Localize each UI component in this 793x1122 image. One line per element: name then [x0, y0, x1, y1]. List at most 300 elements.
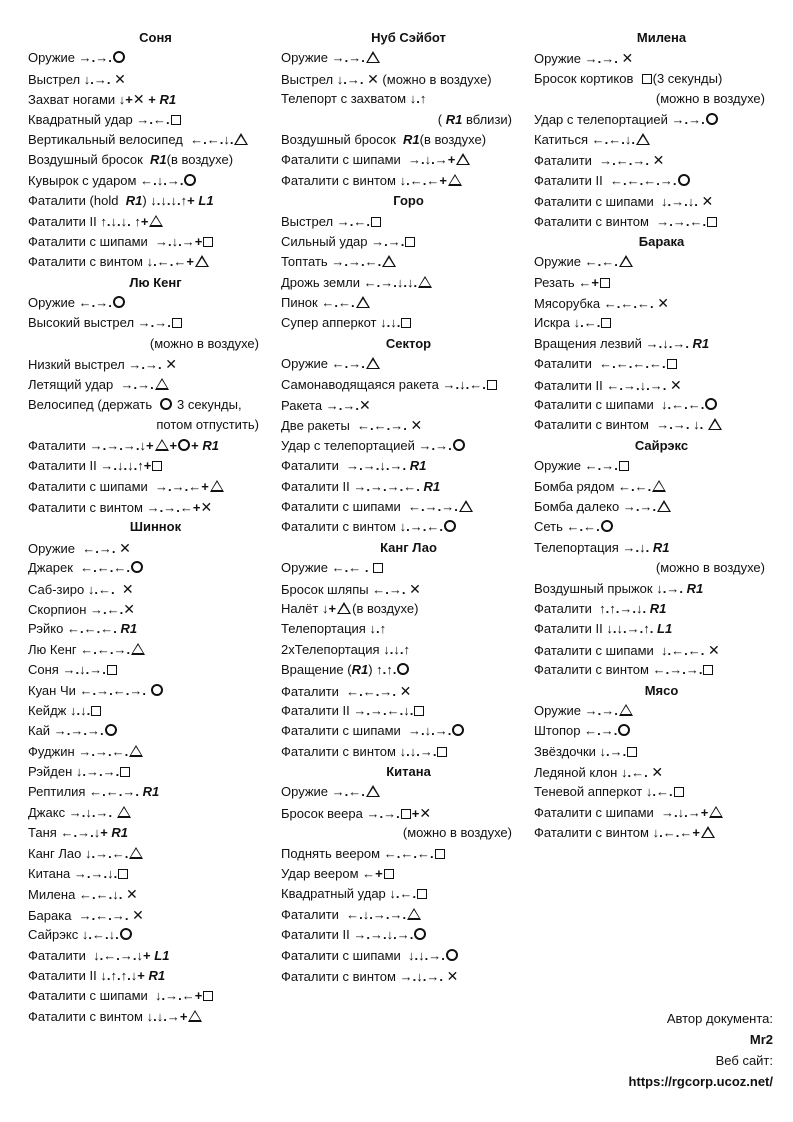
move-name: Фаталити — [28, 437, 86, 453]
triangle-button-icon — [149, 215, 163, 227]
seq-separator: . — [113, 458, 118, 474]
seq-separator: . — [375, 621, 380, 637]
arrow-right-icon: → — [342, 398, 356, 414]
seq-separator — [86, 948, 93, 963]
arrow-left-icon: ← — [78, 887, 92, 903]
arrow-right-icon: → — [418, 437, 432, 453]
move-row — [534, 823, 789, 843]
move-name: Фаталити с шипами — [28, 988, 148, 1004]
seq-separator: . — [91, 804, 96, 820]
seq-separator — [71, 908, 78, 923]
arrow-right-icon: → — [128, 357, 142, 373]
move-name: Фаталити — [281, 458, 339, 474]
move-name: Джарек — [28, 560, 73, 576]
character-section — [281, 538, 536, 762]
shoulder-button-label: R1 — [652, 539, 670, 555]
arrow-left-icon: ← — [112, 682, 126, 698]
seq-separator — [148, 234, 155, 249]
seq-separator: . — [86, 866, 91, 882]
seq-separator: . — [679, 580, 687, 596]
move-sequence — [125, 357, 177, 372]
arrow-down-icon: ↓ — [85, 804, 92, 820]
arrow-down-icon: ↓ — [606, 621, 613, 637]
arrow-down-icon: ↓ — [639, 539, 646, 555]
seq-separator: + — [411, 805, 420, 821]
arrow-right-icon: → — [645, 335, 659, 351]
arrow-down-icon: ↓ — [459, 376, 466, 392]
seq-separator: . — [110, 581, 122, 597]
arrow-right-icon: → — [98, 540, 112, 556]
seq-separator: . — [166, 193, 171, 209]
arrow-left-icon: ← — [591, 131, 605, 147]
move-sequence — [649, 825, 716, 840]
seq-separator: . — [359, 683, 363, 699]
site-link[interactable]: https://rgcorp.ucoz.net/ — [628, 1074, 773, 1089]
arrow-left-icon: ← — [383, 845, 397, 861]
move-name: Сайрэкс — [28, 927, 79, 943]
arrow-right-icon: → — [387, 233, 401, 249]
move-row — [281, 803, 536, 823]
cross-button-icon: ✕ — [125, 886, 138, 903]
triangle-button-icon — [619, 704, 633, 716]
seq-separator: . — [125, 682, 130, 698]
seq-separator: . — [90, 825, 94, 841]
move-sequence — [596, 744, 638, 759]
arrow-left-icon: ← — [321, 295, 335, 311]
arrow-right-icon: → — [119, 947, 133, 963]
seq-separator: . — [665, 662, 670, 678]
arrow-up-icon: ↑ — [110, 967, 118, 983]
arrow-right-icon: → — [370, 927, 384, 943]
column-3 — [534, 28, 789, 844]
move-sequence — [642, 784, 684, 799]
move-row — [281, 273, 536, 293]
move-sequence — [75, 744, 145, 759]
arrow-left-icon: ← — [364, 254, 378, 270]
seq-separator: . — [108, 887, 113, 903]
seq-separator: . — [126, 641, 131, 657]
arrow-right-icon: → — [687, 804, 701, 820]
arrow-left-icon: ← — [82, 540, 96, 556]
arrow-down-icon: ↓ — [170, 193, 178, 209]
seq-separator: . — [108, 804, 116, 820]
seq-separator: . — [66, 723, 71, 739]
arrow-right-icon: → — [94, 743, 108, 759]
arrow-left-icon: ← — [173, 254, 187, 270]
seq-separator: . — [83, 723, 87, 739]
arrow-down-icon: ↓ — [403, 702, 410, 718]
move-row — [534, 375, 789, 395]
arrow-down-icon: ↓ — [69, 702, 77, 718]
seq-separator: . — [406, 743, 410, 759]
character-section — [281, 191, 536, 334]
seq-separator: . — [366, 213, 370, 229]
seq-separator: . — [109, 641, 114, 657]
cross-button-icon: ✕ — [652, 152, 665, 169]
seq-separator — [401, 499, 408, 514]
arrow-left-icon: ← — [153, 111, 167, 127]
cross-button-icon: ✕ — [359, 397, 371, 414]
move-sequence — [133, 112, 182, 127]
arrow-down-icon: ↓ — [146, 254, 154, 270]
seq-separator: . — [447, 723, 452, 739]
seq-separator: . — [344, 356, 349, 372]
seq-separator: . — [385, 458, 390, 474]
arrow-down-icon: ↓ — [118, 92, 126, 108]
arrow-left-icon: ← — [190, 131, 204, 147]
move-row — [281, 782, 536, 802]
triangle-button-icon — [459, 500, 473, 512]
triangle-button-icon — [636, 133, 650, 145]
seq-separator: . — [167, 315, 171, 331]
seq-separator: . — [384, 233, 388, 249]
move-name: Оружие — [28, 540, 76, 556]
seq-separator: . — [652, 784, 656, 800]
square-button-icon — [703, 665, 713, 675]
seq-separator: . — [432, 743, 437, 759]
character-section — [281, 28, 536, 191]
triangle-button-icon — [366, 785, 380, 797]
move-name: Квадратный удар — [28, 111, 133, 127]
move-note-text: (в воздухе) — [166, 152, 234, 168]
move-row — [28, 375, 283, 395]
arrow-right-icon: → — [155, 478, 169, 494]
move-sequence — [143, 1009, 203, 1024]
triangle-button-icon — [448, 174, 462, 186]
seq-separator: . — [682, 662, 686, 678]
arrow-down-icon: ↓ — [661, 642, 668, 658]
move-sequence — [85, 784, 159, 799]
cross-button-icon: ✕ — [410, 417, 423, 434]
seq-separator: . — [619, 377, 624, 393]
move-name: Пинок — [281, 295, 318, 311]
arrow-up-icon: ↑ — [419, 91, 427, 107]
square-button-icon — [371, 217, 381, 227]
seq-separator: . — [639, 621, 644, 637]
seq-separator: . — [361, 560, 373, 576]
seq-separator: . — [153, 254, 157, 270]
move-name: Оружие — [28, 295, 76, 311]
move-row — [281, 48, 536, 68]
arrow-left-icon: ← — [671, 397, 685, 413]
triangle-button-icon — [356, 296, 370, 308]
arrow-right-icon: → — [95, 804, 109, 820]
circle-button-icon — [113, 51, 125, 63]
cross-button-icon: ✕ — [132, 906, 144, 923]
triangle-button-icon — [188, 1010, 202, 1022]
move-sequence — [73, 560, 144, 575]
circle-button-icon — [453, 439, 465, 451]
move-sequence — [118, 193, 213, 208]
move-sequence — [143, 254, 210, 269]
move-name: Фаталити с винтом — [28, 1008, 143, 1024]
arrow-left-icon: ← — [610, 172, 623, 188]
move-row — [28, 191, 283, 211]
seq-separator: . — [597, 723, 601, 739]
seq-separator: . — [659, 825, 663, 841]
move-sequence — [57, 825, 128, 840]
move-row — [28, 69, 283, 89]
move-sequence — [148, 479, 225, 494]
triangle-button-icon — [709, 806, 723, 818]
arrow-left-icon: ← — [80, 641, 94, 657]
shoulder-button-label: R1 — [125, 193, 143, 209]
arrow-up-icon: ↑ — [599, 600, 606, 616]
move-row — [28, 171, 283, 191]
seq-separator: . — [168, 478, 172, 494]
arrow-right-icon: → — [371, 233, 385, 249]
arrow-down-icon: ↓ — [146, 1008, 154, 1024]
move-name: Лю Кенг — [28, 641, 77, 657]
seq-separator: . — [142, 682, 150, 698]
arrow-right-icon: → — [93, 71, 107, 87]
seq-separator: . — [621, 131, 625, 147]
move-name: Куан Чи — [28, 682, 76, 698]
seq-separator: . — [132, 947, 137, 963]
arrow-down-icon: ↓ — [639, 377, 647, 393]
arrow-left-icon: ← — [426, 519, 440, 535]
move-row — [534, 477, 789, 497]
move-row — [281, 619, 536, 639]
move-sequence — [84, 582, 133, 597]
seq-separator: . — [150, 376, 154, 392]
move-row — [534, 130, 789, 150]
arrow-right-icon: → — [171, 478, 185, 494]
move-name: Фаталити II — [281, 702, 350, 718]
shoulder-button-label: R1 — [423, 478, 441, 494]
move-name: Вращения лезвий — [534, 335, 642, 351]
move-row — [281, 171, 536, 191]
move-sequence — [77, 642, 147, 657]
arrow-down-icon: ↓ — [223, 131, 230, 147]
seq-separator: . — [99, 947, 104, 963]
move-sequence — [563, 519, 614, 534]
seq-separator: . — [685, 417, 694, 433]
arrow-right-icon: → — [672, 335, 686, 351]
move-name: Фаталити II — [534, 172, 603, 188]
seq-separator: . — [127, 213, 135, 229]
circle-button-icon — [120, 928, 132, 940]
author-name: Mr2 — [749, 1032, 773, 1047]
move-name: Фаталити с винтом — [281, 743, 396, 759]
move-sequence — [97, 214, 165, 229]
seq-separator: . — [650, 296, 658, 312]
seq-separator: . — [141, 357, 146, 373]
arrow-left-icon: ← — [655, 784, 669, 800]
move-name: Телепортация — [281, 621, 366, 637]
arrow-right-icon: → — [90, 866, 104, 882]
arrow-down-icon: ↓ — [81, 927, 89, 943]
move-row — [534, 619, 789, 639]
arrow-left-icon: ← — [348, 560, 362, 576]
move-sequence — [439, 377, 498, 392]
seq-separator: . — [370, 418, 374, 434]
cross-button-icon: ✕ — [419, 804, 432, 821]
seq-separator: . — [94, 581, 98, 597]
move-sequence — [654, 194, 713, 209]
seq-separator: . — [639, 172, 644, 188]
move-sequence — [401, 152, 472, 167]
move-name: Кувырок с ударом — [28, 172, 137, 188]
seq-separator: . — [383, 478, 387, 494]
site-label: Веб сайт: — [715, 1053, 773, 1068]
arrow-left-icon: ← — [386, 702, 400, 718]
seq-separator: . — [403, 418, 411, 434]
seq-separator: . — [409, 927, 414, 943]
arrow-right-icon: → — [73, 866, 87, 882]
seq-separator: + — [140, 213, 149, 229]
move-row — [28, 742, 283, 762]
seq-separator: . — [106, 71, 115, 87]
arrow-left-icon: ← — [91, 927, 105, 943]
seq-separator: . — [344, 784, 349, 800]
move-name: Фаталити — [534, 356, 592, 372]
seq-separator: . — [667, 642, 672, 658]
move-sequence — [380, 846, 446, 861]
seq-separator: . — [169, 254, 174, 270]
move-name: Выстрел — [28, 71, 81, 87]
seq-separator: . — [647, 478, 652, 494]
seq-separator: . — [612, 153, 616, 169]
seq-separator: . — [674, 804, 678, 820]
arrow-right-icon: → — [671, 194, 685, 210]
move-row — [534, 212, 789, 232]
arrow-right-icon: → — [671, 111, 685, 127]
character-section — [534, 232, 789, 436]
arrow-down-icon: ↓ — [380, 315, 387, 331]
seq-separator: . — [115, 927, 119, 943]
arrow-left-icon: ← — [105, 784, 119, 800]
move-row — [28, 823, 283, 843]
arrow-right-icon: → — [622, 498, 636, 514]
move-name: Квадратный удар — [281, 886, 386, 902]
seq-separator: . — [386, 315, 391, 331]
move-row — [281, 354, 536, 374]
move-row — [534, 252, 789, 272]
move-name: Фаталити с шипами — [28, 478, 148, 494]
arrow-down-icon: ↓ — [687, 194, 695, 210]
move-name: 2хТелепортация — [281, 641, 380, 657]
move-sequence — [581, 703, 634, 718]
move-row — [534, 538, 789, 558]
move-note — [534, 89, 789, 109]
move-name: Вращение — [281, 662, 344, 678]
arrow-left-icon: ← — [687, 642, 701, 658]
seq-separator: . — [377, 254, 382, 270]
move-row — [534, 150, 789, 170]
arrow-left-icon: ← — [95, 887, 109, 903]
move-row — [28, 497, 283, 517]
move-sequence — [350, 927, 428, 942]
move-row — [534, 354, 789, 374]
circle-button-icon — [446, 949, 458, 961]
move-sequence — [86, 438, 219, 453]
move-name: Фаталити с шипами — [281, 947, 401, 963]
move-name: Штопор — [534, 723, 581, 739]
move-name: Фаталити с шипами — [281, 723, 401, 739]
seq-separator: . — [135, 784, 143, 800]
move-row — [28, 313, 283, 333]
seq-separator: . — [421, 152, 425, 168]
seq-separator: . — [636, 377, 640, 393]
move-name: Милена — [28, 887, 76, 903]
square-button-icon — [417, 889, 427, 899]
arrow-right-icon: → — [639, 498, 653, 514]
move-row — [534, 599, 789, 619]
move-name: Искра — [534, 315, 570, 331]
seq-separator: . — [99, 764, 103, 780]
move-name: Летящий удар — [28, 376, 114, 392]
arrow-left-icon: ← — [603, 296, 617, 312]
arrow-right-icon: → — [136, 111, 150, 127]
move-row — [28, 640, 283, 660]
move-name: Фаталити с винтом — [534, 825, 649, 841]
arrow-down-icon: ↓ — [171, 233, 179, 249]
seq-separator: . — [684, 194, 688, 210]
shoulder-button-label: R1 — [111, 825, 129, 841]
move-sequence — [80, 72, 126, 87]
seq-separator: . — [359, 906, 363, 922]
seq-separator: . — [361, 784, 365, 800]
seq-separator: + — [447, 152, 456, 168]
move-sequence — [81, 846, 144, 861]
arrow-left-icon: ← — [83, 621, 97, 637]
seq-separator: . — [644, 765, 652, 781]
seq-separator — [152, 397, 159, 412]
arrow-down-icon: ↓ — [362, 906, 370, 922]
seq-separator: . — [667, 194, 672, 210]
seq-separator: . — [92, 682, 97, 698]
circle-button-icon — [414, 928, 426, 940]
move-row — [281, 69, 536, 89]
arrow-left-icon: ← — [156, 254, 170, 270]
square-button-icon — [171, 115, 181, 125]
arrow-left-icon: ← — [362, 683, 376, 699]
move-name: Фаталити — [534, 153, 592, 169]
move-sequence — [633, 71, 722, 86]
seq-separator: . — [91, 50, 96, 66]
seq-separator: . — [343, 71, 347, 87]
move-sequence — [603, 621, 672, 636]
move-row — [28, 212, 283, 232]
seq-separator: . — [606, 743, 610, 759]
arrow-up-icon: ↑ — [100, 213, 107, 229]
arrow-down-icon: ↓ — [160, 193, 167, 209]
arrow-right-icon: → — [95, 845, 109, 861]
move-name: Оружие — [281, 356, 329, 372]
seq-separator: . — [596, 315, 601, 331]
character-name: Горо — [393, 193, 424, 209]
arrow-left-icon: ← — [606, 377, 620, 393]
move-name: Фаталити II — [28, 213, 97, 229]
shoulder-button-label: L1 — [657, 621, 673, 637]
seq-separator: + — [439, 172, 447, 188]
cross-button-icon: ✕ — [708, 641, 720, 658]
seq-separator — [654, 194, 661, 209]
arrow-right-icon: → — [424, 498, 438, 514]
move-name: Фаталити с винтом — [28, 254, 143, 270]
arrow-right-icon: → — [389, 906, 403, 922]
move-name: Канг Лао — [28, 845, 82, 861]
arrow-down-icon: ↓ — [399, 519, 407, 535]
seq-separator: + — [179, 1008, 188, 1024]
square-button-icon — [401, 318, 411, 328]
seq-separator: . — [623, 172, 627, 188]
arrow-down-icon: ↓ — [677, 804, 685, 820]
move-sequence — [617, 765, 663, 780]
seq-separator: + — [591, 274, 599, 290]
move-sequence — [59, 662, 118, 677]
